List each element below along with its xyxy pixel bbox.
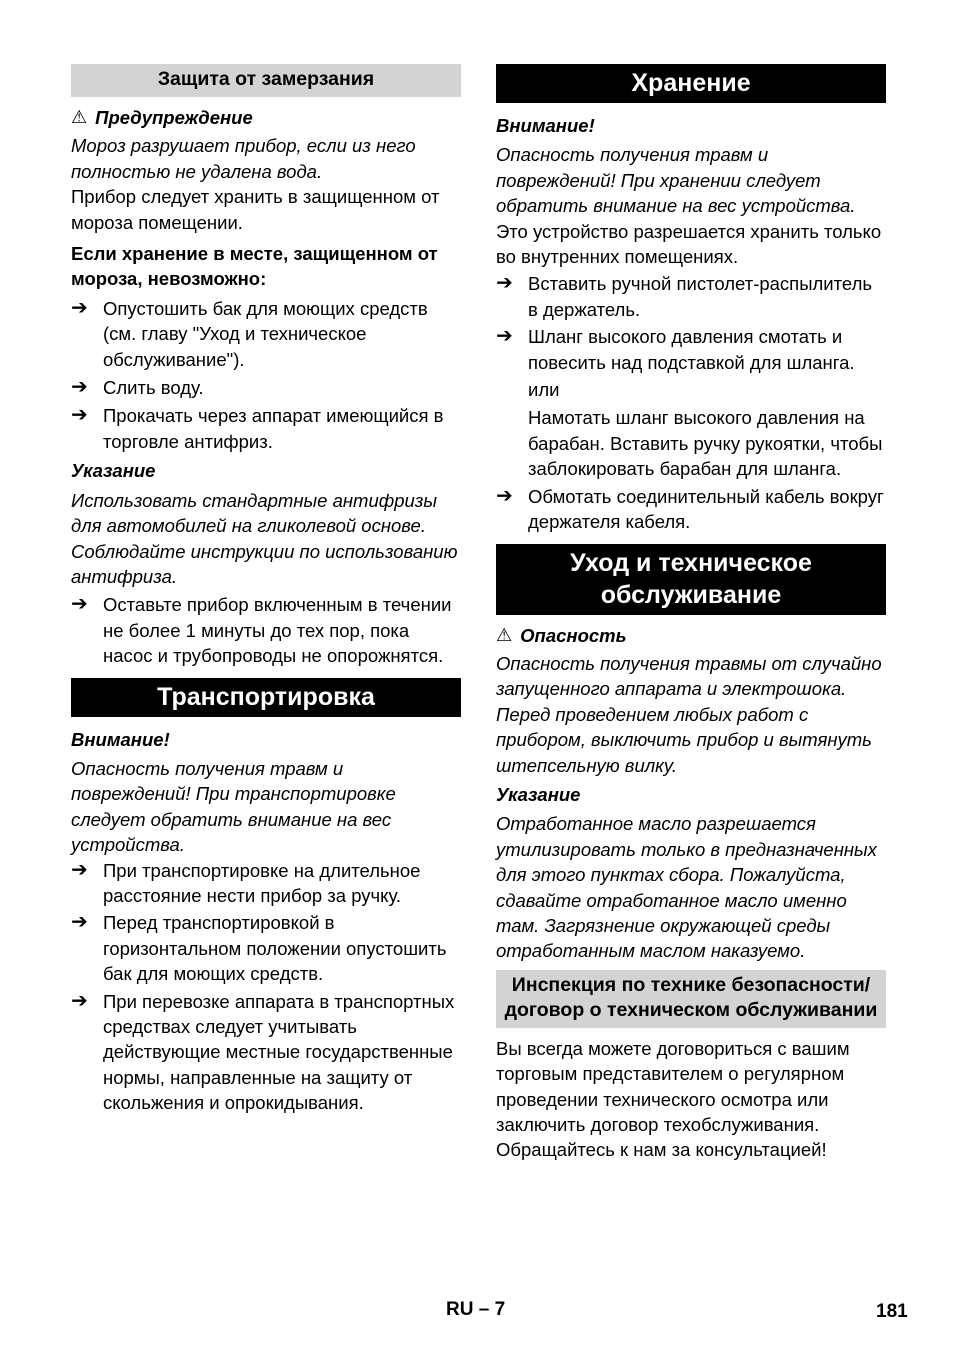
list-item-text: Шланг высокого давления смотать и повесить над подставкой для шланга. — [528, 326, 855, 373]
care-danger-line — [496, 623, 886, 648]
list-item-text: Перед транспортировкой в горизонтальном положении опустошить бак для моющих средств. — [103, 912, 447, 985]
arrow-icon: ➔ — [71, 404, 88, 427]
left-column — [71, 64, 461, 1116]
list-item-text: При перевозке аппарата в транспортных средствах следует учитывать действующие местные государственные нормы, направленные на защиту от скольжения и опрокидывания. — [103, 990, 455, 1114]
inspection-text: Вы всегда можете договориться с вашим торговым представителем о регулярном проведении технического осмотра или заключить договор техобслуживания. Обращайтесь к нам за консультацией! — [496, 1037, 850, 1161]
arrow-icon: ➔ — [496, 484, 513, 507]
list-item — [496, 484, 886, 535]
storage-heading: Хранение — [496, 64, 886, 103]
frost-protection-heading: Защита от замерзания — [71, 64, 461, 97]
storage-or-text: или — [528, 379, 560, 401]
frost-warning-label: Предупреждение — [95, 107, 253, 128]
inspection-heading: Инспекция по технике безопасности/договор о техническом обслуживании — [496, 970, 886, 1028]
list-item-text: При транспортировке на длительное расстояние нести прибор за ручку. — [103, 859, 421, 906]
care-danger-text-2: Перед проведением любых работ с прибором, выключить прибор и вытянуть штепсельную вилку. — [496, 703, 872, 776]
right-column — [496, 64, 886, 1163]
transport-heading: Транспортировка — [71, 678, 461, 717]
arrow-icon: ➔ — [71, 911, 88, 934]
list-item — [71, 858, 461, 909]
frost-warning-text: Мороз разрушает прибор, если из него полностью не удалена вода. — [71, 135, 416, 182]
list-item — [496, 324, 886, 375]
storage-attention-label: Внимание! — [496, 115, 595, 136]
frost-note-label: Указание — [71, 460, 156, 482]
list-item — [71, 910, 461, 986]
arrow-icon: ➔ — [496, 272, 513, 295]
list-item-text: Опустошить бак для моющих средств (см. главу "Уход и техническое обслуживание"). — [103, 297, 428, 370]
frost-bold-text: Если хранение в месте, защищенном от мороза, невозможно: — [71, 243, 438, 290]
transport-attention-label: Внимание! — [71, 728, 170, 750]
frost-note-text-1: Использовать стандартные антифризы для автомобилей на гликолевой основе. — [71, 489, 437, 537]
list-item — [71, 592, 461, 668]
care-note-label: Указание — [496, 783, 581, 805]
list-item — [71, 375, 461, 400]
list-item — [71, 296, 461, 372]
warning-icon: ⚠ — [496, 624, 513, 645]
arrow-icon: ➔ — [71, 593, 88, 616]
list-item-text: Прокачать через аппарат имеющийся в торговле антифриз. — [103, 405, 444, 452]
arrow-icon: ➔ — [71, 296, 88, 319]
frost-note-text-2: Соблюдайте инструкции по использованию антифриза. — [71, 540, 458, 587]
care-danger-label: Опасность — [520, 624, 627, 646]
storage-attention-text: Опасность получения травм и повреждений! При хранении следует обратить внимание на вес устройства. — [496, 144, 856, 217]
list-item — [71, 989, 461, 1116]
care-note-text: Отработанное масло разрешается утилизировать только в предназначенных для этого пунктах сбора. Пожалуйста, сдавайте отработанное масло именно там. Загрязнение окружающей среды отработанным маслом наказуемо. — [496, 813, 877, 962]
arrow-icon: ➔ — [496, 325, 513, 348]
care-heading: Уход и техническое обслуживание — [496, 544, 886, 615]
list-item-text: Оставьте прибор включенным в течении не более 1 минуты до тех пор, пока насос и трубопроводы не опорожнятся. — [103, 594, 452, 667]
frost-warning-line — [71, 105, 461, 130]
care-danger-text-1: Опасность получения травмы от случайно запущенного аппарата и электрошока. — [496, 652, 882, 700]
list-item — [496, 271, 886, 322]
storage-text: Это устройство разрешается хранить только во внутренних помещениях. — [496, 220, 882, 268]
warning-icon: ⚠ — [71, 107, 88, 127]
footer-page-number: 181 — [876, 1301, 908, 1322]
list-item-text: Слить воду. — [103, 377, 204, 399]
list-item-text: Вставить ручной пистолет-распылитель в держатель. — [528, 273, 873, 320]
transport-attention-text: Опасность получения травм и повреждений! При транспортировке следует обратить внимание на вес устройства. — [71, 757, 396, 856]
footer-language-page: RU – 7 — [446, 1299, 506, 1320]
frost-storage-text: Прибор следует хранить в защищенном от мороза помещении. — [71, 186, 440, 233]
arrow-icon: ➔ — [71, 858, 88, 881]
arrow-icon: ➔ — [71, 376, 88, 399]
arrow-icon: ➔ — [71, 989, 88, 1012]
storage-alt-text: Намотать шланг высокого давления на барабан. Вставить ручку рукоятки, чтобы заблокировать барабан для шланга. — [528, 407, 883, 480]
list-item — [71, 403, 461, 454]
list-item-text: Обмотать соединительный кабель вокруг держателя кабеля. — [528, 485, 884, 533]
